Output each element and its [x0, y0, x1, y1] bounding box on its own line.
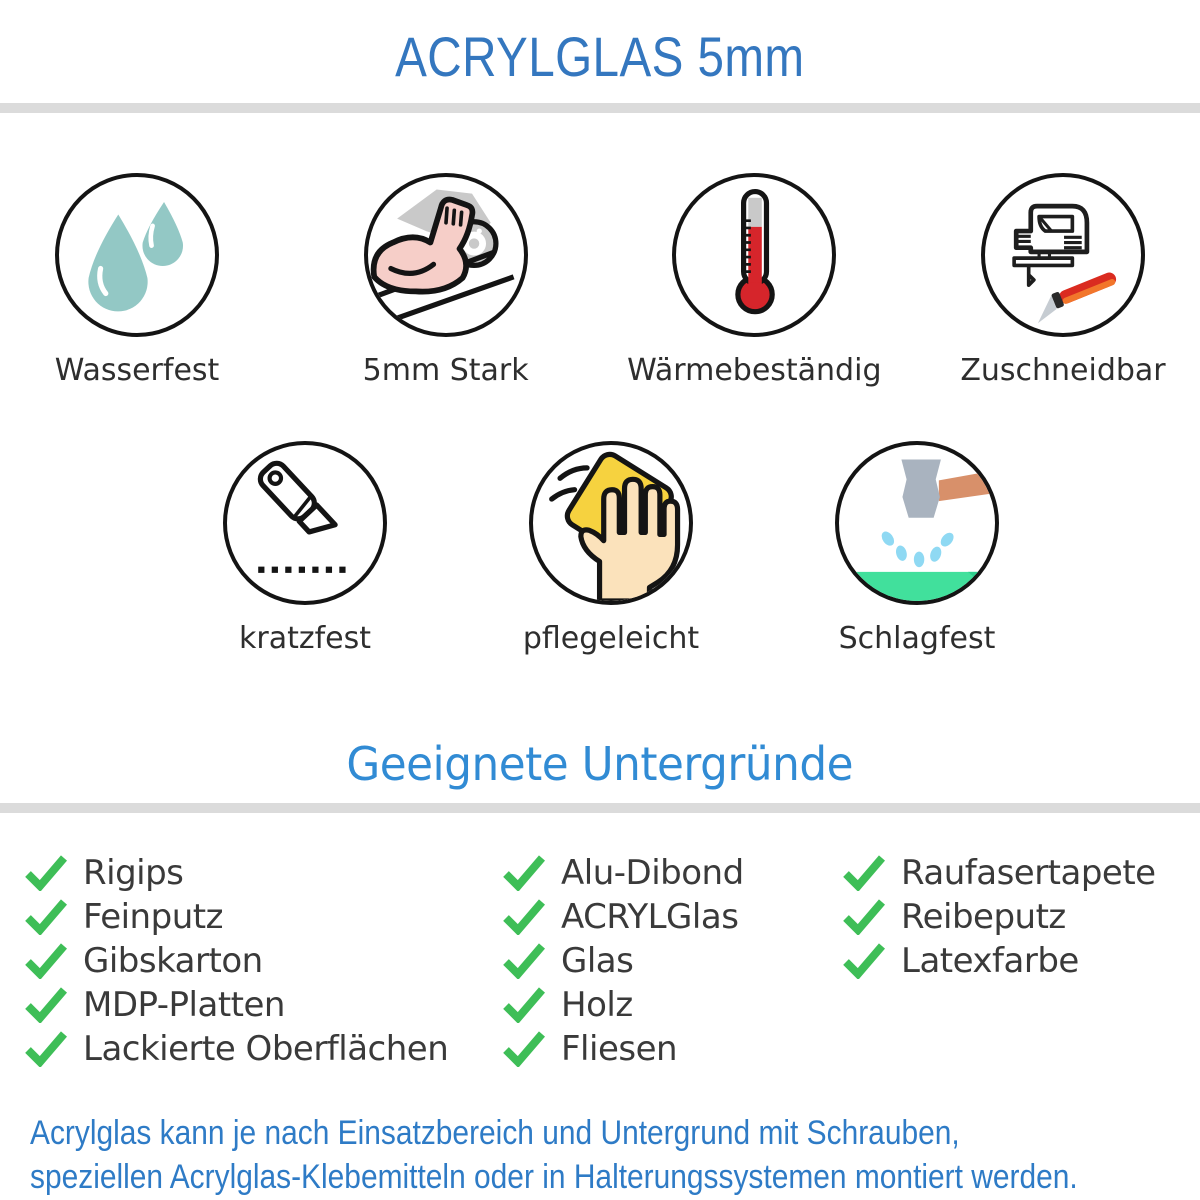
list-item-label: Raufasertapete	[901, 853, 1156, 893]
list-item-label: Lackierte Oberflächen	[83, 1029, 449, 1069]
feature-label: Wärmebeständig	[627, 353, 882, 388]
list-item-label: MDP-Platten	[83, 985, 285, 1025]
muscle-arm-icon	[368, 177, 524, 333]
divider-top	[0, 103, 1200, 113]
check-icon	[503, 1031, 545, 1067]
list-item	[503, 1027, 843, 1071]
list-item-label: ACRYLGlas	[561, 897, 739, 937]
feature-label: pflegeleicht	[522, 621, 700, 656]
feature-label: kratzfest	[238, 621, 371, 656]
page-title-text: ACRYLGLAS 5mm	[395, 25, 805, 88]
list-item-label: Rigips	[83, 853, 184, 893]
substrates-column-1	[25, 851, 503, 1071]
list-item-label: Holz	[561, 985, 633, 1025]
list-item	[503, 895, 843, 939]
mounting-note	[0, 1114, 1200, 1200]
substrates-column-2	[503, 851, 843, 1071]
icon-circle	[529, 441, 693, 605]
list-item-label: Glas	[561, 941, 634, 981]
feature-easy-care	[514, 441, 708, 659]
check-icon	[843, 855, 885, 891]
list-item-label: Alu-Dibond	[561, 853, 744, 893]
icon-circle	[364, 173, 528, 337]
utility-knife-icon	[227, 445, 383, 601]
feature-label: Zuschneidbar	[960, 353, 1166, 388]
check-icon	[25, 943, 67, 979]
icon-circle	[835, 441, 999, 605]
list-item-label: Latexfarbe	[901, 941, 1079, 981]
feature-cuttable	[960, 173, 1166, 391]
divider-middle	[0, 803, 1200, 813]
page-title	[0, 0, 1200, 88]
list-item	[843, 895, 1200, 939]
feature-impact-resistant	[820, 441, 1014, 659]
check-icon	[25, 899, 67, 935]
list-item-label: Fliesen	[561, 1029, 678, 1069]
list-item-label: Reibeputz	[901, 897, 1066, 937]
feature-label: Schlagfest	[838, 621, 996, 656]
list-item	[25, 939, 503, 983]
hammer-icon	[839, 445, 995, 601]
check-icon	[25, 1031, 67, 1067]
check-icon	[503, 943, 545, 979]
substrates-heading	[0, 737, 1200, 791]
list-item	[25, 1027, 503, 1071]
feature-waterproof	[40, 173, 234, 391]
feature-scratch-resistant	[208, 441, 402, 659]
feature-label: 5mm Stark	[362, 353, 529, 388]
check-icon	[843, 943, 885, 979]
icon-circle	[672, 173, 836, 337]
list-item	[843, 851, 1200, 895]
check-icon	[25, 855, 67, 891]
list-item	[25, 895, 503, 939]
mounting-note-line: Acrylglas kann je nach Einsatzbereich und Untergrund mit Schrauben,	[30, 1114, 960, 1152]
feature-row-2	[0, 441, 1200, 659]
mounting-note-line: speziellen Acrylglas-Klebemitteln oder in Halterungssystemen montiert werden.	[30, 1158, 1078, 1196]
check-icon	[25, 987, 67, 1023]
check-icon	[503, 987, 545, 1023]
list-item	[503, 939, 843, 983]
water-drops-icon	[59, 177, 215, 333]
feature-thickness	[349, 173, 543, 391]
list-item	[503, 851, 843, 895]
list-item-label: Gibskarton	[83, 941, 263, 981]
check-icon	[503, 855, 545, 891]
list-item	[25, 851, 503, 895]
cleaning-hand-icon	[533, 445, 689, 601]
list-item-label: Feinputz	[83, 897, 223, 937]
icon-circle	[223, 441, 387, 605]
icon-circle	[55, 173, 219, 337]
check-icon	[843, 899, 885, 935]
check-icon	[503, 899, 545, 935]
substrates-heading-text: Geeignete Untergründe	[346, 737, 854, 791]
jigsaw-icon	[985, 177, 1141, 333]
list-item	[843, 939, 1200, 983]
substrates-column-3	[843, 851, 1200, 1071]
feature-row-1	[0, 173, 1200, 391]
feature-label: Wasserfest	[54, 353, 220, 388]
list-item	[503, 983, 843, 1027]
icon-circle	[981, 173, 1145, 337]
feature-heat-resistant	[627, 173, 882, 391]
thermometer-icon	[676, 177, 832, 333]
list-item	[25, 983, 503, 1027]
substrates-list	[0, 813, 1200, 1071]
